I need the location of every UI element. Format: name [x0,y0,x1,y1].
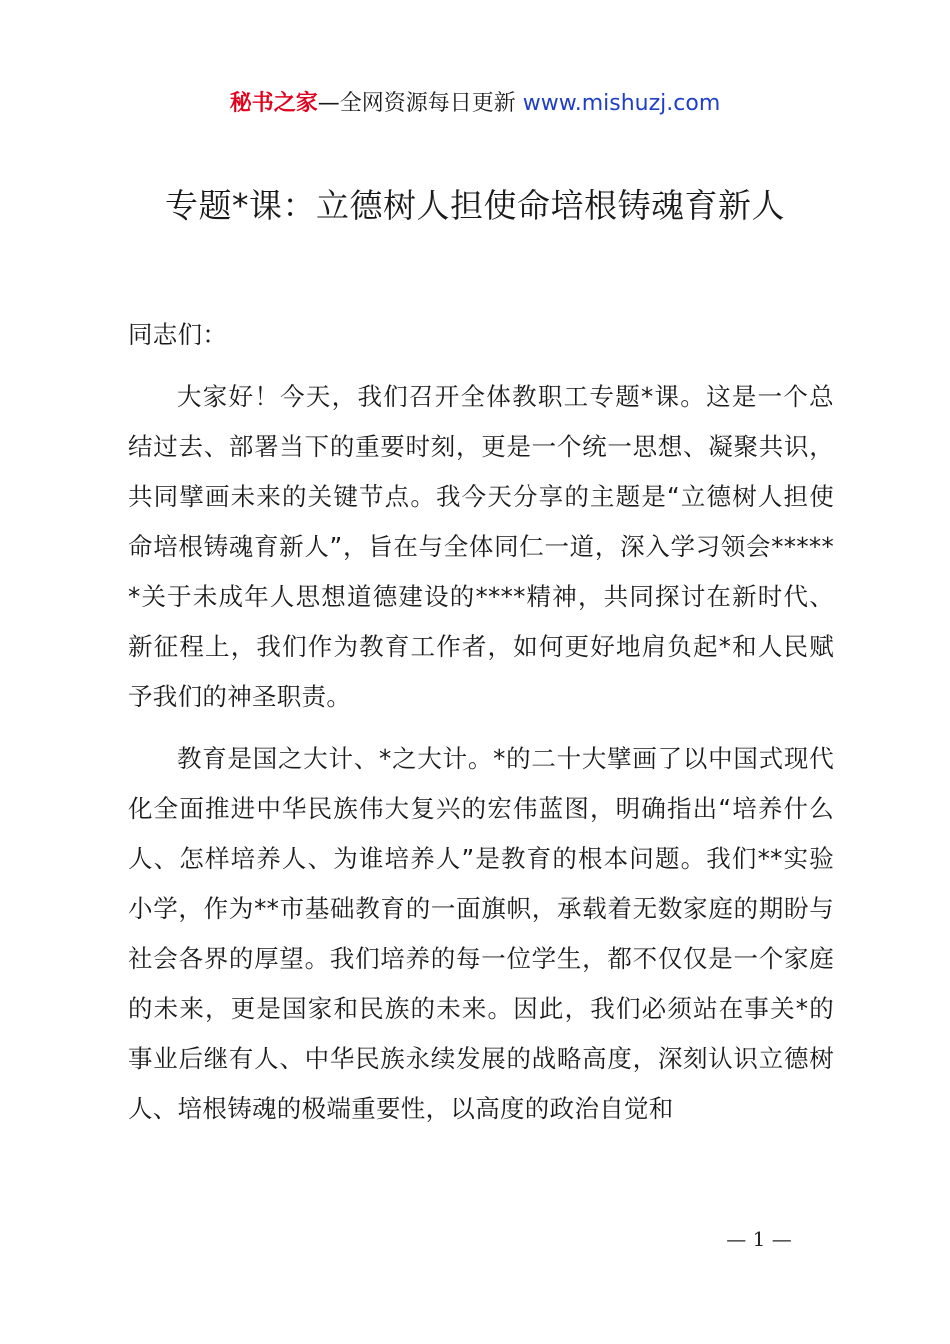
page-number: — 1 — [726,1227,792,1251]
document-body [128,310,834,1146]
site-header [0,88,950,120]
site-url-link[interactable]: www.mishuzj.com [522,91,721,116]
paragraph: 大家好！今天，我们召开全体教职工专题*课。这是一个总结过去、部署当下的重要时刻，更是一个统一思想、凝聚共识，共同擘画未来的关键节点。我今天分享的主题是“立德树人担使命培根铸魂育新人”，旨在与全体同仁一道，深入学习领会******关于未成年人思想道德建设的****精神，共同探讨在新时代、新征程上，我们作为教育工作者，如何更好地肩负起*和人民赋予我们的神圣职责。 [128,382,834,711]
document-title: 专题*课：立德树人担使命培根铸魂育新人 [165,186,785,225]
paragraph: 教育是国之大计、*之大计。*的二十大擘画了以中国式现代化全面推进中华民族伟大复兴的宏伟蓝图，明确指出“培养什么人、怎样培养人、为谁培养人”是教育的根本问题。我们**实验小学，作为**市基础教育的一面旗帜，承载着无数家庭的期盼与社会各界的厚望。我们培养的每一位学生，都不仅仅是一个家庭的未来，更是国家和民族的未来。因此，我们必须站在事关*的事业后继有人、中华民族永续发展的战略高度，深刻认识立德树人、培根铸魂的极端重要性，以高度的政治自觉和 [128,744,834,1123]
site-brand: 秘书之家 [229,91,318,116]
site-tagline: —全网资源每日更新 [317,91,523,116]
salutation: 同志们： [128,320,228,349]
